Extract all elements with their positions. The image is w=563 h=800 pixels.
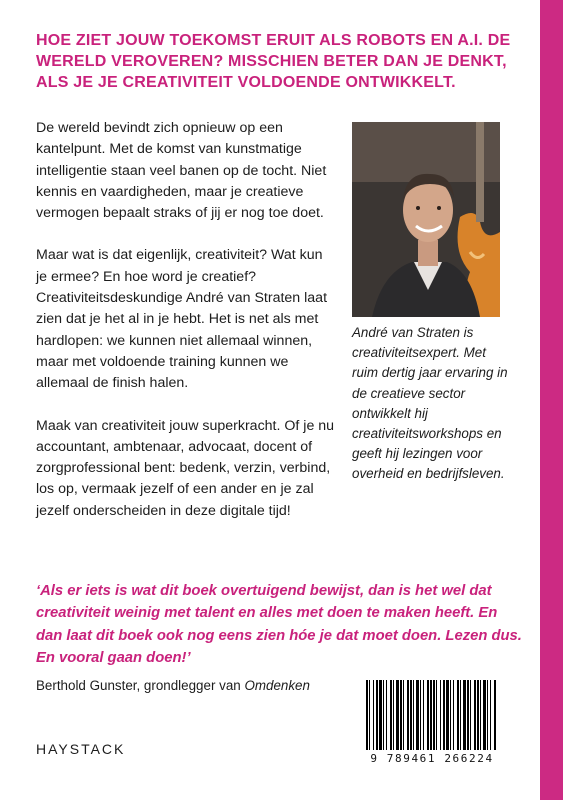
barcode-bar	[446, 680, 449, 750]
barcode-number: 9 789461 266224	[362, 752, 502, 765]
barcode-bar	[487, 680, 488, 750]
barcode-bar	[390, 680, 392, 750]
body-paragraph-3: Maak van creativiteit jouw superkracht. Of je nu accountant, ambtenaar, advocaat, docent of zorgprofessional bent: bedenk, verzin, verbind, los op, vermaak jezelf of een ander en je zal jezelf onderscheiden in deze digitale tijd!	[36, 417, 335, 519]
barcode-bar	[470, 680, 471, 750]
attribution-text: Berthold Gunster, grondlegger van	[36, 678, 245, 693]
barcode-bar	[490, 680, 491, 750]
barcode-bar	[386, 680, 387, 750]
attribution-work: Omdenken	[244, 678, 310, 693]
endorsement-quote: ‘Als er iets is wat dit boek overtuigend bewijst, dan is het wel dat creativiteit weinig met talent en alles met doen te maken heeft. En dan laat dit boek ook nog eens zien hóe je dat moet doen. Lezen dus. En vooral gaan doen!’	[36, 583, 522, 666]
barcode-bar	[403, 680, 404, 750]
barcode-bar	[436, 680, 437, 750]
barcode-bar	[480, 680, 481, 750]
barcode-bar	[433, 680, 435, 750]
author-caption: André van Straten is creativiteitsexpert. Met ruim dertig jaar ervaring in de creatieve sector ontwikkelt hij creativiteitsworkshops en geeft hij lezingen voor overheid en bedrijfsleven.	[352, 325, 508, 482]
barcode-bar	[457, 680, 459, 750]
headline: HOE ZIET JOUW TOEKOMST ERUIT ALS ROBOTS EN A.I. DE WERELD VEROVEREN? MISSCHIEN BETER DAN JE DENKT, ALS JE JE CREATIVITEIT VOLDOENDE ONTWIKKELT.	[36, 32, 511, 91]
body-paragraph-2: Maar wat is dat eigenlijk, creativiteit? Wat kun je ermee? En hoe word je creatief? Creativiteitsdeskundige André van Straten laat zien dat je het al in je hebt. Het is net als met hardlopen: we kunnen niet allemaal winnen, maar met voldoende training kunnen we allemaal de finish halen.	[36, 247, 328, 392]
barcode-bar	[366, 680, 368, 750]
quote-attribution	[36, 678, 310, 693]
barcode-bar	[393, 680, 394, 750]
barcode-bar	[467, 680, 469, 750]
barcode-bar	[463, 680, 466, 750]
barcode-bar	[383, 680, 384, 750]
publisher-logo: HAYSTACK	[36, 741, 126, 757]
barcode-bar	[373, 680, 374, 750]
barcode-bar	[413, 680, 414, 750]
barcode-bar	[376, 680, 378, 750]
barcode-bar	[440, 680, 441, 750]
barcode-bar	[427, 680, 429, 750]
barcode-bar	[369, 680, 370, 750]
barcode-bar	[477, 680, 479, 750]
barcode-bar	[420, 680, 421, 750]
author-photo	[352, 122, 500, 317]
barcode-bar	[400, 680, 402, 750]
barcode-bar	[416, 680, 419, 750]
barcode-bar	[450, 680, 451, 750]
barcode-bar	[410, 680, 412, 750]
barcode-bar	[474, 680, 476, 750]
barcode-bar	[460, 680, 461, 750]
body-text	[36, 118, 336, 543]
barcode-bar	[430, 680, 432, 750]
barcode-bar	[483, 680, 486, 750]
barcode-bar	[423, 680, 424, 750]
barcode-bar	[379, 680, 382, 750]
spine-stripe	[540, 0, 563, 800]
barcode-bar	[396, 680, 399, 750]
barcode-bar	[443, 680, 445, 750]
barcode-bar	[453, 680, 454, 750]
barcode-bar	[407, 680, 409, 750]
body-paragraph-1: De wereld bevindt zich opnieuw op een kantelpunt. Met de komst van kunstmatige intelligentie staan veel banen op de tocht. Niet kennis en vaardigheden, maar je creatieve vermogen bepaalt straks of jij er nog toe doet.	[36, 120, 327, 222]
barcode-bar	[494, 680, 496, 750]
